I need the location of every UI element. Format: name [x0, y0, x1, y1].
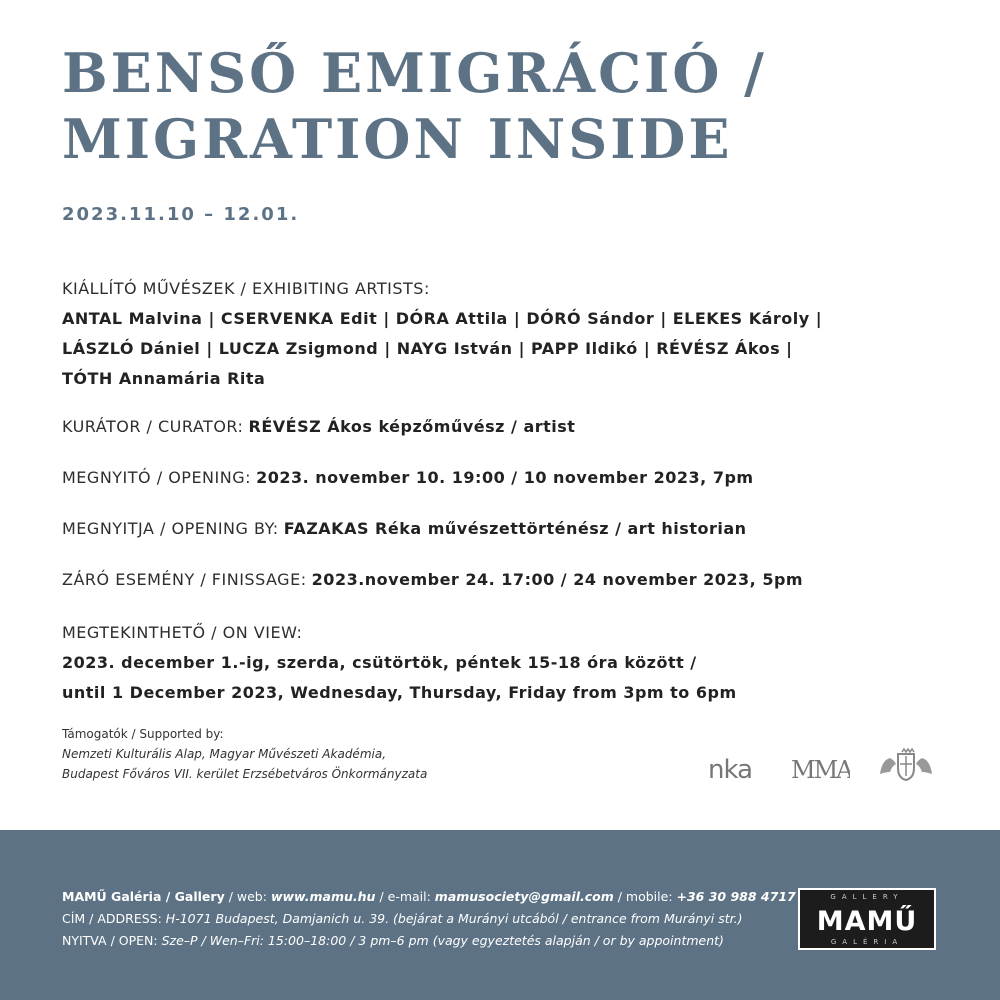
footer-bar	[0, 830, 1000, 1000]
mobile-label: / mobile:	[613, 889, 677, 904]
artists-line-1: ANTAL Malvina | CSERVENKA Edit | DÓRA Attila | DÓRÓ Sándor | ELEKES Károly |	[62, 309, 823, 328]
finissage-section	[62, 565, 803, 595]
title-line-hungarian: BENSŐ EMIGRÁCIÓ /	[62, 41, 767, 105]
on-view-label: MEGTEKINTHETŐ / ON VIEW:	[62, 623, 303, 642]
nka-logo-text: nka	[708, 755, 753, 782]
district-crest-logo	[876, 748, 936, 782]
address-label: CÍM / ADDRESS:	[62, 911, 166, 926]
footer-gallery-name: MAMŰ Galéria / Gallery	[62, 889, 225, 904]
footer-email-link[interactable]: mamusociety@gmail.com	[434, 889, 614, 904]
mamu-logo-main-text: MAMŰ	[816, 906, 918, 937]
supporters-label: Támogatók / Supported by:	[62, 727, 224, 741]
artists-section	[62, 274, 822, 394]
mma-logo	[790, 748, 850, 782]
footer-mobile-number[interactable]: +36 30 988 4717	[676, 889, 796, 904]
on-view-line-english: until 1 December 2023, Wednesday, Thursday, Friday from 3pm to 6pm	[62, 683, 737, 702]
exhibition-dates: 2023.11.10 – 12.01.	[62, 204, 300, 225]
finissage-label: ZÁRÓ ESEMÉNY / FINISSAGE:	[62, 570, 307, 589]
supporters-line-2: Budapest Főváros VII. kerület Erzsébetváros Önkormányzata	[62, 767, 428, 781]
curator-label: KURÁTOR / CURATOR:	[62, 417, 244, 436]
footer-contact-info	[62, 886, 796, 952]
artists-label: KIÁLLÍTÓ MŰVÉSZEK / EXHIBITING ARTISTS:	[62, 279, 430, 298]
footer-address: H-1071 Budapest, Damjanich u. 39. (bejárat a Murányi utcából / entrance from Murányi str.)	[165, 911, 743, 926]
opening-by-label: MEGNYITJA / OPENING BY:	[62, 519, 279, 538]
artists-line-2: LÁSZLÓ Dániel | LUCZA Zsigmond | NAYG István | PAPP Ildikó | RÉVÉSZ Ákos |	[62, 339, 793, 358]
supporters-line-1: Nemzeti Kulturális Alap, Magyar Művészeti Akadémia,	[62, 747, 387, 761]
mamu-logo-top-text: GALLERY	[830, 893, 904, 901]
open-label: NYITVA / OPEN:	[62, 933, 162, 948]
opening-section	[62, 463, 754, 493]
footer-line-hours	[62, 930, 796, 952]
crest-icon	[876, 748, 936, 782]
opening-by-value: FAZAKAS Réka művészettörténész / art historian	[283, 519, 747, 538]
finissage-value: 2023.november 24. 17:00 / 24 november 2023, 5pm	[311, 570, 804, 589]
footer-line-address	[62, 908, 796, 930]
mamu-logo-bottom-text: GALÉRIA	[830, 938, 904, 946]
footer-website-link[interactable]: www.mamu.hu	[270, 889, 376, 904]
curator-value: RÉVÉSZ Ákos képzőművész / artist	[248, 417, 576, 436]
curator-section	[62, 412, 575, 442]
title-line-english: MIGRATION INSIDE	[62, 107, 733, 171]
supporters-section	[62, 724, 427, 784]
footer-line-contact	[62, 886, 796, 908]
opening-label: MEGNYITÓ / OPENING:	[62, 468, 251, 487]
poster-title	[62, 40, 767, 172]
mamu-gallery-logo	[798, 888, 936, 950]
email-label: / e-mail:	[375, 889, 435, 904]
mma-logo-text: MMA	[791, 756, 850, 782]
nka-logo	[708, 748, 766, 782]
opening-by-section	[62, 514, 747, 544]
nka-logo-icon	[708, 748, 766, 782]
artists-line-3: TÓTH Annamária Rita	[62, 369, 266, 388]
mma-logo-icon	[790, 748, 850, 782]
footer-opening-hours: Sze–P / Wen–Fri: 15:00–18:00 / 3 pm–6 pm (vagy egyeztetés alapján / or by appointment)	[161, 933, 724, 948]
web-label: / web:	[224, 889, 271, 904]
mamu-logo-icon	[800, 890, 934, 948]
on-view-section	[62, 618, 737, 708]
on-view-line-hungarian: 2023. december 1.-ig, szerda, csütörtök, péntek 15-18 óra között /	[62, 653, 697, 672]
opening-value: 2023. november 10. 19:00 / 10 november 2023, 7pm	[256, 468, 754, 487]
